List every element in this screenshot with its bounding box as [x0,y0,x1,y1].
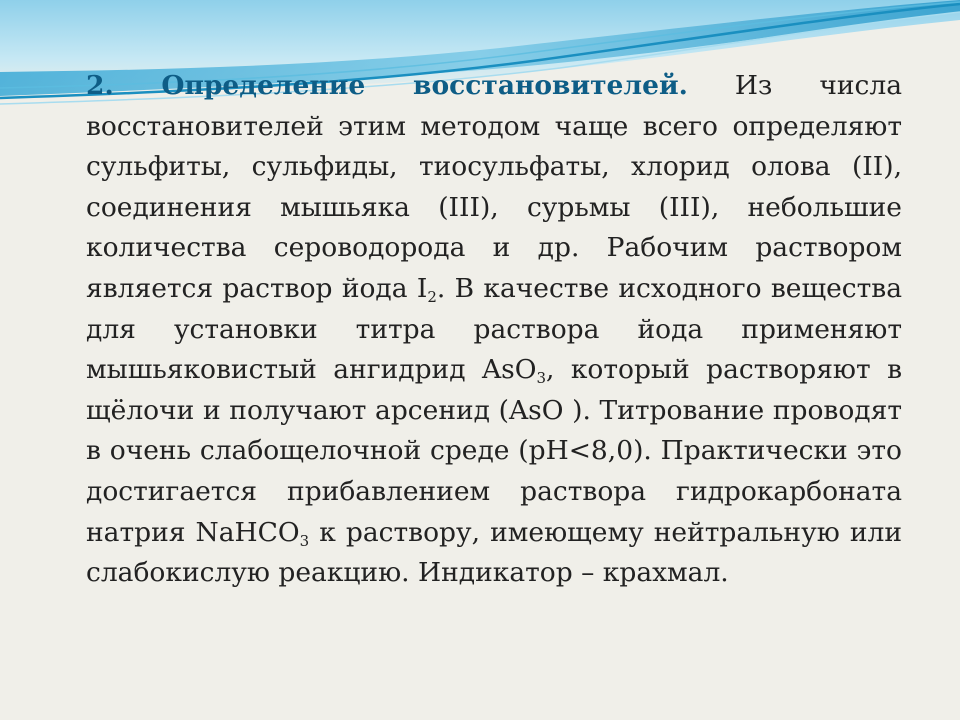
body-text-part-2: . В качестве исходного вещества для установки титра раствора йода применяют мышьяковистый ангидрид AsO [86,272,902,386]
slide-body [86,66,902,594]
slide-heading: 2. Определение восстановителей. [86,70,688,101]
body-text-part-1: Из числа восстановителей этим методом чаще всего определяют сульфиты, сульфиды, тиосульфаты, хлорид олова (II), соединения мышьяка (III), сурьмы (III), небольшие количества сероводорода и др. Рабочим раствором является раствор йода I [86,70,902,304]
bicarbonate-subscript: 3 [299,531,310,550]
body-text-part-3: , который растворяют в щёлочи и получают арсенид (AsO ). Титрование проводят в очень слабощелочной среде (pH<8,0). Практически это достигается прибавлением раствора гидрокарбоната натрия NaHCO [86,354,903,548]
arsenic-oxide-subscript: 3 [536,369,546,388]
body-text-part-4: к раствору, имеющему нейтральную или слабокислую реакцию. Индикатор – крахмал. [86,516,902,589]
iodine-subscript: 2 [427,287,437,306]
